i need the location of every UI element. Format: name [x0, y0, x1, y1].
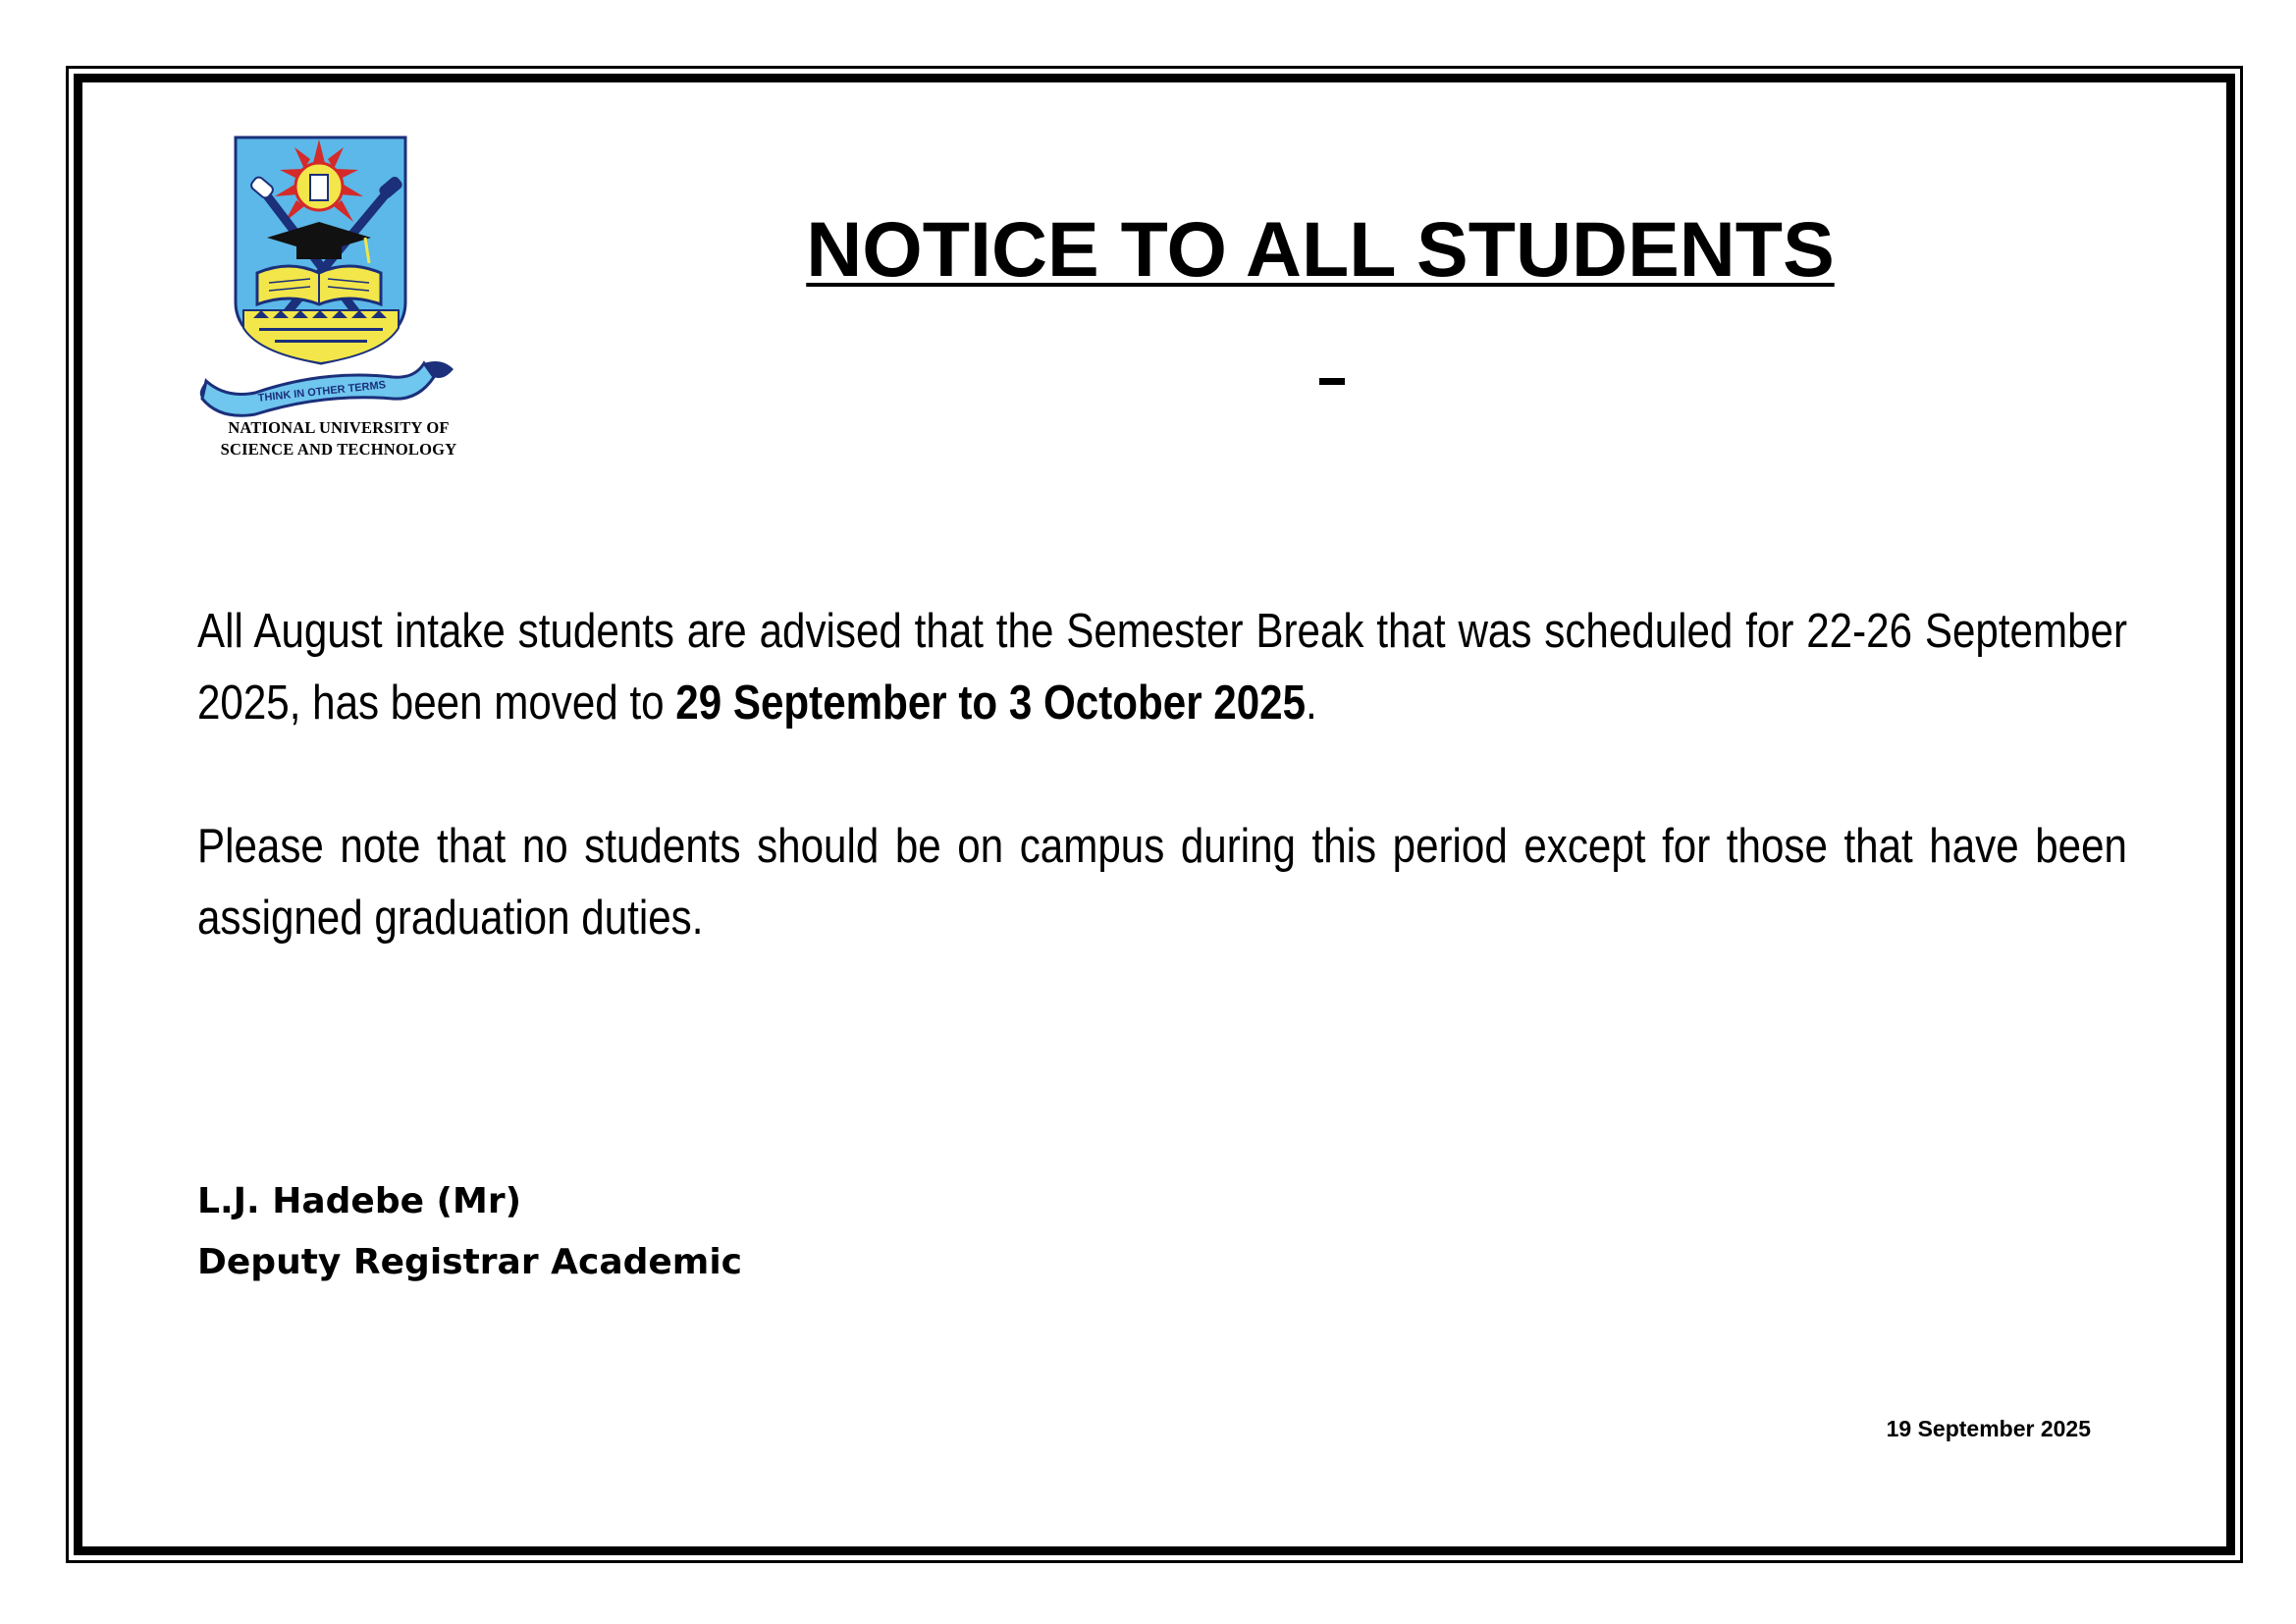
- paragraph-1-text: All August intake students are advised that the Semester Break that was scheduled for 22-26 September 2025, has been moved to: [197, 605, 2127, 730]
- paragraph-1-new-dates: 29 September to 3 October 2025: [675, 677, 1307, 730]
- logo-caption-line2: SCIENCE AND TECHNOLOGY: [220, 440, 457, 459]
- title-dash: [1319, 378, 1345, 385]
- signatory-title: Deputy Registrar Academic: [197, 1242, 742, 1282]
- logo-caption-line1: NATIONAL UNIVERSITY OF: [228, 418, 450, 437]
- notice-date: 19 September 2025: [1886, 1416, 2091, 1441]
- paragraph-1-end: .: [1306, 677, 1317, 730]
- university-crest-icon: [196, 135, 481, 420]
- logo-caption: [196, 417, 481, 460]
- notice-title: NOTICE TO ALL STUDENTS: [806, 205, 1835, 293]
- signatory-name: L.J. Hadebe (Mr): [197, 1181, 522, 1221]
- logo-motto: THINK IN OTHER TERMS: [257, 379, 387, 405]
- notice-paragraph-1: [197, 596, 2127, 739]
- notice-paragraph-2: Please note that no students should be on campus during this period except for those that have been assigned graduation duties.: [197, 820, 2127, 945]
- university-logo: [196, 135, 481, 465]
